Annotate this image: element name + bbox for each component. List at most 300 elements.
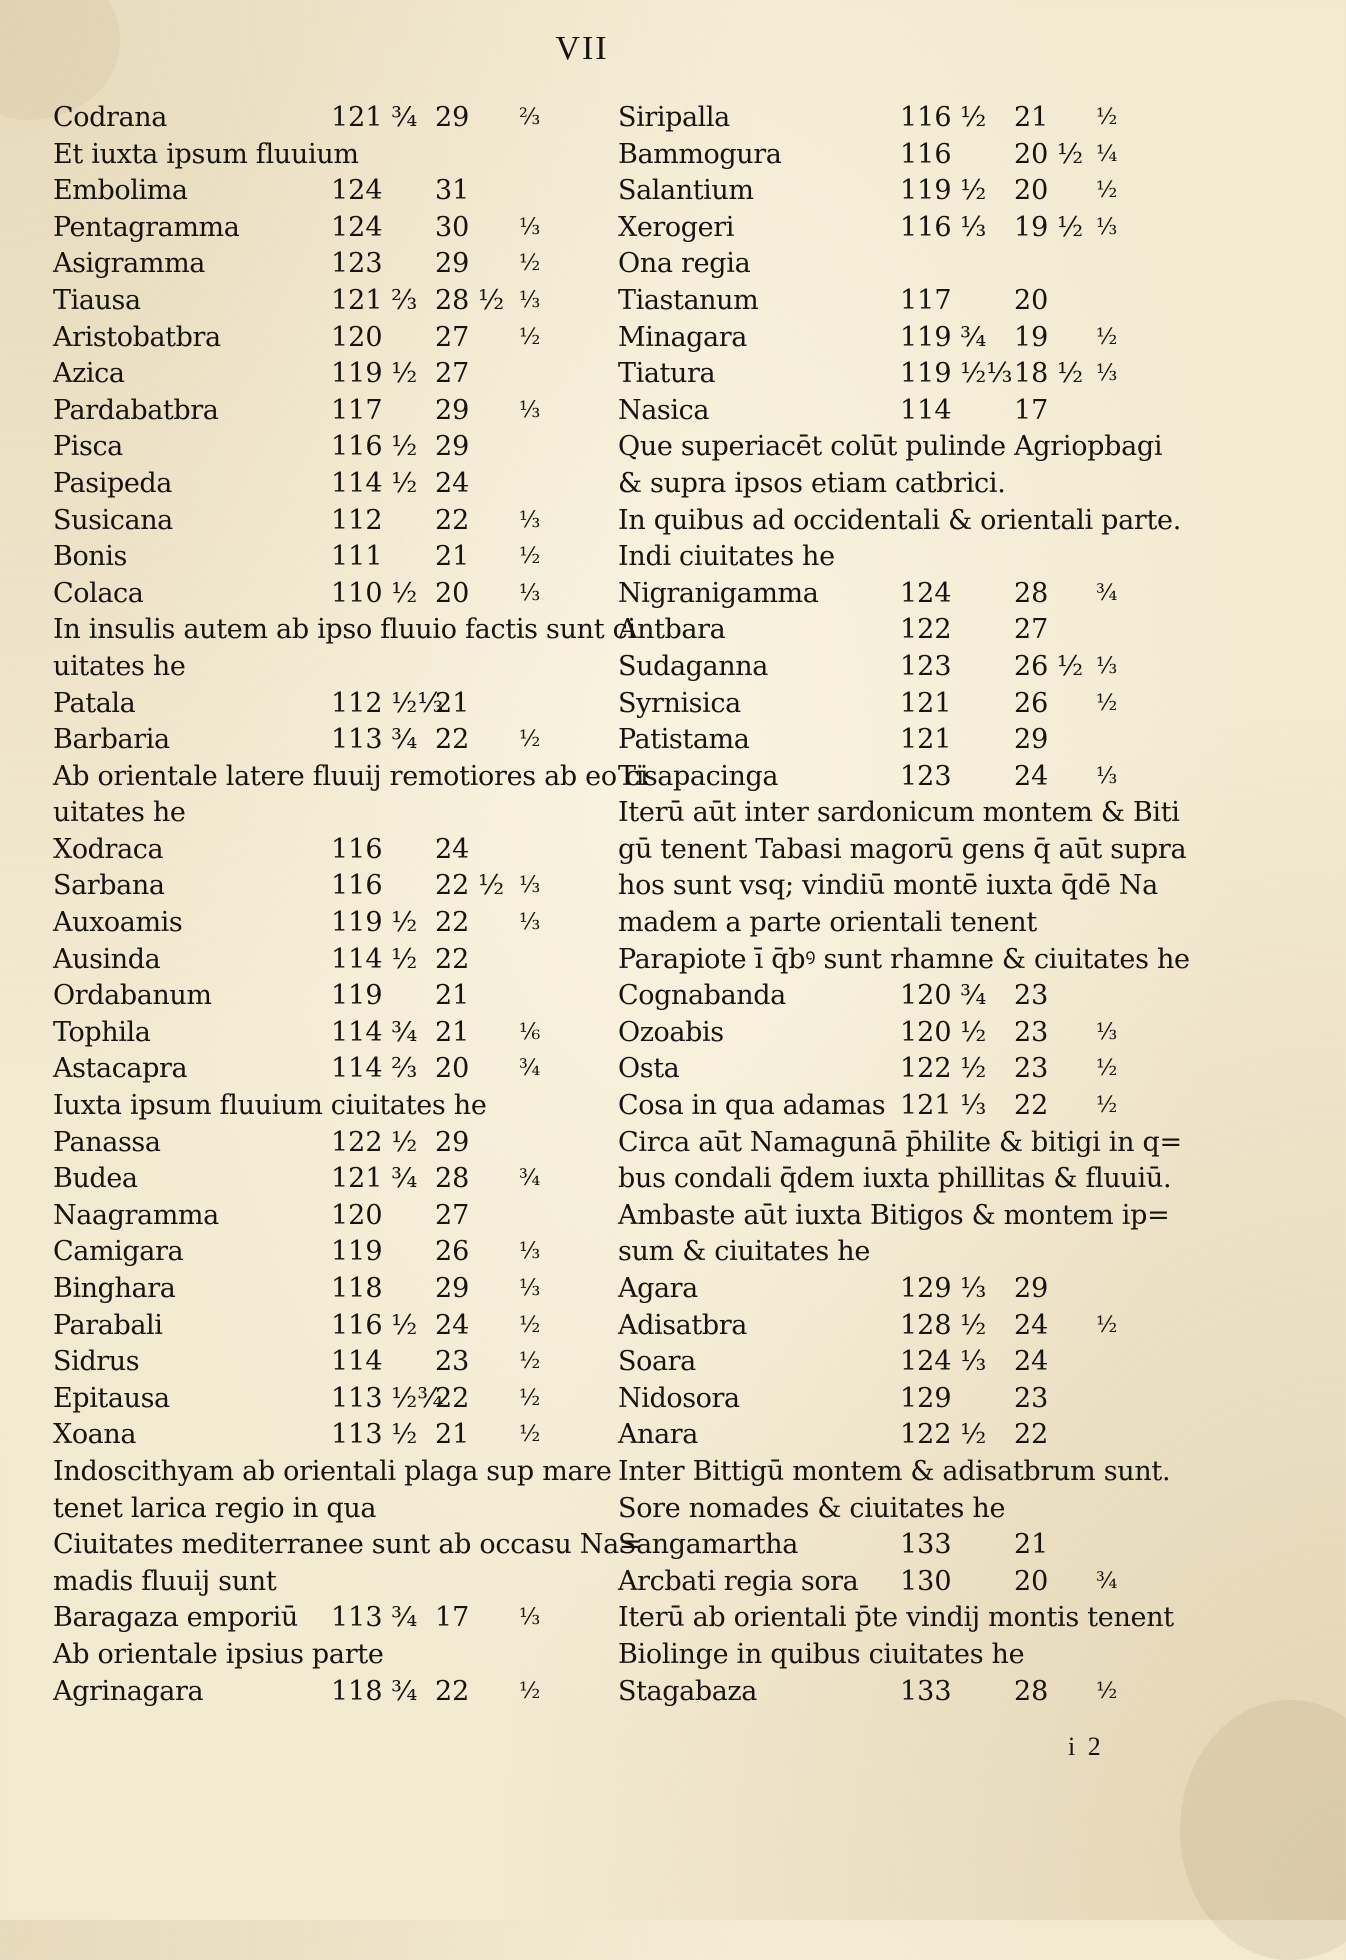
latitude-value: 23 — [1014, 1382, 1049, 1414]
latitude-value: 22 — [435, 724, 470, 756]
latitude-value: 24 — [1014, 1309, 1049, 1341]
longitude-value: 116 — [331, 833, 383, 865]
table-row — [618, 393, 1238, 430]
longitude-value: 124 — [331, 211, 383, 243]
table-row — [618, 1271, 1238, 1308]
latitude-value: 17 — [1014, 394, 1049, 426]
text-line — [618, 466, 1238, 503]
latitude-value: 18 ½ — [1014, 358, 1084, 390]
fraction-value: ½ — [1096, 178, 1118, 204]
text-line — [618, 1161, 1238, 1198]
longitude-value: 111 — [331, 541, 383, 573]
longitude-value: 116 ½ — [900, 102, 987, 133]
right-column — [618, 100, 1238, 1710]
place-name: Budea — [53, 1163, 138, 1195]
latitude-value: 17 — [435, 1602, 470, 1634]
prose-text: uitates he — [53, 650, 186, 682]
latitude-value: 28 — [435, 1163, 470, 1195]
longitude-value: 114 ½ — [331, 467, 418, 499]
latitude-value: 29 — [435, 431, 470, 463]
fraction-value: ⅓ — [519, 287, 541, 313]
text-line — [618, 246, 1238, 283]
prose-text: Circa aūt Namagunā p̄hilite & bitigi in q= — [618, 1126, 1182, 1158]
latitude-value: 19 — [1014, 321, 1049, 353]
fraction-value: ⅓ — [519, 580, 541, 606]
place-name: Osta — [618, 1053, 680, 1085]
longitude-value: 119 ½⅓ — [900, 358, 1013, 390]
latitude-value: 23 — [435, 1346, 470, 1378]
longitude-value: 114 — [331, 1346, 383, 1378]
table-row — [53, 503, 633, 540]
table-row — [618, 1527, 1238, 1564]
prose-text: Biolinge in quibus ciuitates he — [618, 1638, 1025, 1670]
place-name: Auxoamis — [53, 907, 183, 939]
table-row — [618, 1344, 1238, 1381]
place-name: Syrnisica — [618, 687, 741, 719]
latitude-value: 28 — [1014, 1675, 1049, 1707]
fraction-value: ½ — [519, 251, 541, 277]
prose-text: madem a parte orientali tenent — [618, 907, 1037, 939]
place-name: Arcbati regia sora — [618, 1565, 859, 1597]
longitude-value: 122 ½ — [331, 1126, 418, 1158]
fraction-value: ⅓ — [519, 214, 541, 240]
table-row — [53, 1125, 633, 1162]
prose-text: uitates he — [53, 797, 186, 829]
table-row — [618, 759, 1238, 796]
longitude-value: 112 ½⅓ — [331, 687, 444, 719]
table-row — [618, 1308, 1238, 1345]
table-row — [53, 1015, 633, 1052]
place-name: Anara — [618, 1419, 698, 1451]
fraction-value: ¾ — [1096, 1568, 1118, 1594]
place-name: Agrinagara — [53, 1675, 204, 1707]
longitude-value: 116 ½ — [331, 431, 418, 463]
longitude-value: 116 ½ — [331, 1309, 418, 1341]
table-row — [53, 320, 633, 357]
longitude-value: 123 — [900, 650, 952, 682]
longitude-value: 114 — [900, 394, 952, 426]
text-line — [618, 832, 1238, 869]
latitude-value: 29 — [435, 102, 470, 133]
latitude-value: 28 — [1014, 577, 1049, 609]
table-row — [618, 1564, 1238, 1601]
longitude-value: 122 ½ — [900, 1053, 987, 1085]
fraction-value: ½ — [519, 1385, 541, 1411]
latitude-value: 20 — [435, 1053, 470, 1085]
latitude-value: 22 ½ — [435, 870, 505, 902]
longitude-value: 120 ½ — [900, 1016, 987, 1048]
paper-stain — [1180, 1700, 1346, 1960]
longitude-value: 124 — [900, 577, 952, 609]
signature-mark: i 2 — [1068, 1732, 1104, 1761]
table-row — [53, 173, 633, 210]
longitude-value: 129 — [900, 1382, 952, 1414]
place-name: Patala — [53, 687, 136, 719]
fraction-value: ½ — [1096, 1312, 1118, 1338]
longitude-value: 123 — [900, 760, 952, 792]
fraction-value: ½ — [519, 1678, 541, 1704]
table-row — [53, 1381, 633, 1418]
fraction-value: ½ — [519, 544, 541, 570]
fraction-value: ½ — [1096, 690, 1118, 716]
text-line — [53, 1637, 633, 1674]
place-name: Soara — [618, 1346, 696, 1378]
latitude-value: 21 — [1014, 1529, 1049, 1561]
table-row — [618, 1417, 1238, 1454]
prose-text: sum & ciuitates he — [618, 1236, 871, 1268]
latitude-value: 26 — [435, 1236, 470, 1268]
latitude-value: 29 — [1014, 724, 1049, 756]
table-row — [53, 1600, 633, 1637]
longitude-value: 119 ½ — [331, 358, 418, 390]
prose-text: gū tenent Tabasi magorū gens q̄ aūt supra — [618, 833, 1187, 865]
latitude-value: 23 — [1014, 980, 1049, 1012]
place-name: Patistama — [618, 724, 750, 756]
fraction-value: ½ — [1096, 1678, 1118, 1704]
prose-text: Iterū aūt inter sardonicum montem & Biti — [618, 797, 1180, 829]
longitude-value: 121 ⅓ — [900, 1090, 987, 1122]
table-row — [53, 868, 633, 905]
latitude-value: 22 — [435, 504, 470, 536]
place-name: Naagramma — [53, 1199, 219, 1231]
fraction-value: ⅔ — [519, 105, 541, 130]
latitude-value: 26 — [1014, 687, 1049, 719]
text-line — [53, 612, 636, 649]
fraction-value: ½ — [1096, 1093, 1118, 1119]
longitude-value: 119 — [331, 1236, 383, 1268]
latitude-value: 20 — [1014, 1565, 1049, 1597]
longitude-value: 116 ⅓ — [900, 211, 987, 243]
place-name: Tiatura — [618, 358, 716, 390]
place-name: Colaca — [53, 577, 144, 609]
longitude-value: 129 ⅓ — [900, 1273, 987, 1304]
table-row — [53, 283, 633, 320]
fraction-value: ½ — [519, 1422, 541, 1448]
table-row — [53, 356, 633, 393]
prose-text: hos sunt vsq; vindiū montē iuxta q̄dē Na — [618, 870, 1158, 902]
text-line — [618, 942, 1238, 979]
fraction-value: ⅓ — [519, 873, 541, 899]
text-line — [53, 137, 633, 174]
place-name: Stagabaza — [618, 1675, 757, 1707]
longitude-value: 116 — [331, 870, 383, 902]
fraction-value: ⅓ — [1096, 763, 1118, 789]
table-row — [53, 832, 633, 869]
table-row — [53, 1674, 633, 1711]
longitude-value: 122 ½ — [900, 1419, 987, 1451]
prose-text: In quibus ad occidentali & orientali parte. — [618, 504, 1181, 536]
place-name: Xerogeri — [618, 211, 734, 243]
longitude-value: 124 ⅓ — [900, 1346, 987, 1378]
table-row — [618, 722, 1238, 759]
prose-text: Ab orientale latere fluuij remotiores ab eo ci — [53, 760, 649, 792]
place-name: Bonis — [53, 541, 127, 573]
latitude-value: 21 — [435, 687, 470, 719]
text-line — [618, 539, 1238, 576]
place-name: Codrana — [53, 102, 167, 133]
place-name: Pentagramma — [53, 211, 240, 243]
latitude-value: 21 — [435, 980, 470, 1012]
longitude-value: 130 — [900, 1565, 952, 1597]
table-row — [618, 576, 1238, 613]
text-line — [618, 1491, 1238, 1528]
prose-text: Inter Bittigū montem & adisatbrum sunt. — [618, 1455, 1171, 1487]
table-row — [53, 686, 633, 723]
table-row — [53, 1161, 633, 1198]
text-line — [618, 503, 1238, 540]
longitude-value: 117 — [900, 284, 952, 316]
text-line — [53, 1564, 633, 1601]
place-name: Cognabanda — [618, 980, 786, 1012]
place-name: Tophila — [53, 1016, 151, 1048]
text-line — [53, 1454, 633, 1491]
place-name: Adisatbra — [618, 1309, 747, 1341]
fraction-value: ½ — [1096, 324, 1118, 350]
latitude-value: 20 — [1014, 175, 1049, 207]
longitude-value: 119 ½ — [331, 907, 418, 939]
latitude-value: 20 — [435, 577, 470, 609]
place-name: Ordabanum — [53, 980, 212, 1012]
prose-text: Iuxta ipsum fluuium ciuitates he — [53, 1090, 487, 1122]
longitude-value: 110 ½ — [331, 577, 418, 609]
longitude-value: 121 — [900, 687, 952, 719]
table-row — [53, 1308, 633, 1345]
table-row — [53, 942, 633, 979]
place-name: Camigara — [53, 1236, 184, 1268]
table-row — [53, 429, 633, 466]
latitude-value: 21 — [1014, 102, 1049, 133]
table-row — [53, 1234, 633, 1271]
text-line — [53, 1088, 633, 1125]
table-row — [53, 1271, 633, 1308]
longitude-value: 119 — [331, 980, 383, 1012]
latitude-value: 24 — [435, 833, 470, 865]
latitude-value: 27 — [435, 321, 470, 353]
longitude-value: 113 ½ — [331, 1419, 418, 1451]
table-row — [618, 137, 1238, 174]
place-name: Nidosora — [618, 1382, 740, 1414]
fraction-value: ⅙ — [519, 1019, 541, 1045]
table-row — [53, 1198, 633, 1235]
fraction-value: ½ — [519, 727, 541, 753]
prose-text: Iterū ab orientali p̄te vindij montis tenent — [618, 1602, 1174, 1634]
longitude-value: 133 — [900, 1675, 952, 1707]
place-name: Nasica — [618, 394, 710, 426]
latitude-value: 20 — [1014, 284, 1049, 316]
latitude-value: 24 — [1014, 760, 1049, 792]
place-name: Pardabatbra — [53, 394, 219, 426]
table-row — [618, 612, 1238, 649]
table-row — [53, 393, 633, 430]
prose-text: madis fluuij sunt — [53, 1565, 277, 1597]
place-name: Pisca — [53, 431, 123, 463]
latitude-value: 21 — [435, 1016, 470, 1048]
place-name: Cosa in qua adamas — [618, 1090, 886, 1122]
table-row — [618, 1015, 1238, 1052]
table-row — [53, 905, 633, 942]
text-line — [53, 1527, 642, 1564]
longitude-value: 116 — [900, 138, 952, 170]
latitude-value: 22 — [435, 1382, 470, 1414]
place-name: Epitausa — [53, 1382, 170, 1414]
prose-text: & supra ipsos etiam catbrici. — [618, 467, 1006, 499]
table-row — [618, 283, 1238, 320]
table-row — [618, 686, 1238, 723]
place-name: Ausinda — [53, 943, 161, 975]
table-row — [618, 1674, 1238, 1711]
table-row — [618, 978, 1238, 1015]
table-row — [53, 100, 633, 137]
latitude-value: 31 — [435, 175, 470, 207]
place-name: Ozoabis — [618, 1016, 724, 1048]
fraction-value: ¼ — [1096, 141, 1118, 167]
prose-text: Que superiacēt colūt pulinde Agriopbagi — [618, 431, 1163, 463]
longitude-value: 121 ¾ — [331, 102, 418, 133]
text-line — [618, 868, 1238, 905]
place-name: Antbara — [618, 614, 726, 646]
fraction-value: ⅓ — [1096, 1019, 1118, 1045]
place-name: Barbaria — [53, 724, 170, 756]
text-line — [618, 1198, 1238, 1235]
table-row — [618, 1381, 1238, 1418]
place-name: Baragaza emporiū — [53, 1602, 298, 1634]
prose-text: Ona regia — [618, 248, 751, 280]
place-name: Tiastanum — [618, 284, 759, 316]
place-name: Salantium — [618, 175, 754, 207]
table-row — [53, 1417, 633, 1454]
place-name: Siripalla — [618, 102, 730, 133]
table-row — [53, 722, 633, 759]
fraction-value: ¾ — [519, 1056, 541, 1082]
place-name: Panassa — [53, 1126, 161, 1158]
place-name: Sarbana — [53, 870, 165, 902]
longitude-value: 121 ⅔ — [331, 284, 418, 316]
prose-text: tenet larica regio in qua — [53, 1492, 377, 1524]
longitude-value: 124 — [331, 175, 383, 207]
prose-text: Indi ciuitates he — [618, 541, 835, 573]
longitude-value: 113 ¾ — [331, 724, 418, 756]
prose-text: Ciuitates mediterranee sunt ab occasu Na= — [53, 1529, 642, 1561]
latitude-value: 28 ½ — [435, 284, 505, 316]
table-row — [53, 1344, 633, 1381]
latitude-value: 22 — [435, 1675, 470, 1707]
place-name: Parabali — [53, 1309, 163, 1341]
table-row — [618, 173, 1238, 210]
text-line — [618, 1637, 1238, 1674]
fraction-value: ⅓ — [519, 910, 541, 936]
latitude-value: 23 — [1014, 1053, 1049, 1085]
place-name: Bammogura — [618, 138, 782, 170]
place-name: Aristobatbra — [53, 321, 221, 353]
table-row — [618, 210, 1238, 247]
longitude-value: 118 — [331, 1273, 383, 1304]
prose-text: Et iuxta ipsum fluuium — [53, 138, 359, 170]
longitude-value: 114 ½ — [331, 943, 418, 975]
text-line — [618, 905, 1238, 942]
place-name: Binghara — [53, 1273, 176, 1304]
place-name: Embolima — [53, 175, 188, 207]
longitude-value: 113 ½¾ — [331, 1382, 444, 1414]
place-name: Asigramma — [53, 248, 205, 280]
latitude-value: 20 ½ — [1014, 138, 1084, 170]
table-row — [618, 320, 1238, 357]
latitude-value: 29 — [435, 1273, 470, 1304]
table-row — [53, 246, 633, 283]
latitude-value: 30 — [435, 211, 470, 243]
longitude-value: 119 ½ — [900, 175, 987, 207]
prose-text: bus condali q̄dem iuxta phillitas & fluuiū. — [618, 1163, 1172, 1195]
latitude-value: 22 — [435, 907, 470, 939]
table-row — [618, 1088, 1238, 1125]
longitude-value: 114 ⅔ — [331, 1053, 418, 1085]
fraction-value: ⅓ — [519, 1605, 541, 1631]
text-line — [53, 759, 649, 796]
fraction-value: ⅓ — [1096, 214, 1118, 240]
fraction-value: ¾ — [519, 1166, 541, 1192]
table-row — [53, 978, 633, 1015]
latitude-value: 29 — [435, 394, 470, 426]
place-name: Astacapra — [53, 1053, 188, 1085]
longitude-value: 133 — [900, 1529, 952, 1561]
fraction-value: ⅓ — [519, 1276, 541, 1301]
prose-text: Ab orientale ipsius parte — [53, 1638, 384, 1670]
latitude-value: 24 — [1014, 1346, 1049, 1378]
latitude-value: 29 — [435, 1126, 470, 1158]
longitude-value: 120 — [331, 321, 383, 353]
prose-text: In insulis autem ab ipso fluuio factis sunt ci — [53, 614, 636, 646]
place-name: Agara — [618, 1273, 698, 1304]
table-row — [53, 576, 633, 613]
text-line — [618, 795, 1238, 832]
fraction-value: ½ — [519, 1349, 541, 1375]
latitude-value: 29 — [1014, 1273, 1049, 1304]
latitude-value: 27 — [435, 358, 470, 390]
latitude-value: 24 — [435, 1309, 470, 1341]
text-line — [53, 1491, 633, 1528]
table-row — [53, 466, 633, 503]
fraction-value: ⅓ — [519, 397, 541, 423]
longitude-value: 128 ½ — [900, 1309, 987, 1341]
latitude-value: 21 — [435, 541, 470, 573]
table-row — [53, 539, 633, 576]
place-name: Pasipeda — [53, 467, 172, 499]
place-name: Xodraca — [53, 833, 164, 865]
fraction-value: ⅓ — [1096, 653, 1118, 679]
longitude-value: 120 — [331, 1199, 383, 1231]
latitude-value: 24 — [435, 467, 470, 499]
longitude-value: 119 ¾ — [900, 321, 987, 353]
place-name: Sangamartha — [618, 1529, 798, 1561]
place-name: Azica — [53, 358, 125, 390]
latitude-value: 22 — [1014, 1419, 1049, 1451]
longitude-value: 117 — [331, 394, 383, 426]
longitude-value: 113 ¾ — [331, 1602, 418, 1634]
longitude-value: 121 ¾ — [331, 1163, 418, 1195]
latitude-value: 26 ½ — [1014, 650, 1084, 682]
text-line — [618, 1125, 1238, 1162]
page-number: VII — [555, 30, 609, 67]
prose-text: Ambaste aūt iuxta Bitigos & montem ip= — [618, 1199, 1170, 1231]
latitude-value: 29 — [435, 248, 470, 280]
place-name: Tiausa — [53, 284, 141, 316]
place-name: Sidrus — [53, 1346, 140, 1378]
table-row — [618, 100, 1238, 137]
latitude-value: 27 — [1014, 614, 1049, 646]
table-row — [618, 1051, 1238, 1088]
table-row — [53, 210, 633, 247]
text-line — [618, 1454, 1238, 1491]
fraction-value: ½ — [1096, 1056, 1118, 1082]
